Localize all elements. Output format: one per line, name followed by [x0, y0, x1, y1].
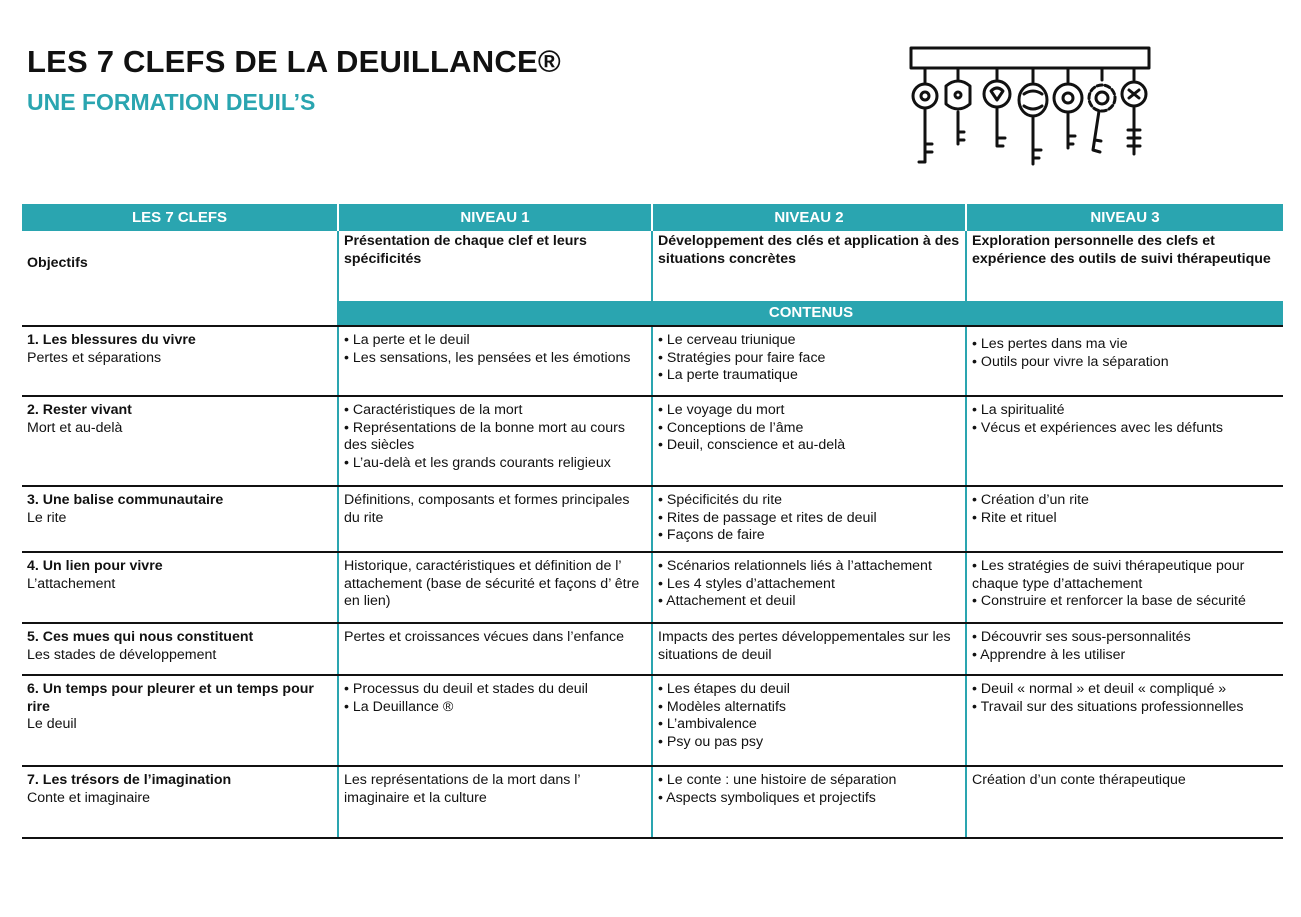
content-line: • Le conte : une histoire de séparation [658, 772, 897, 788]
niveau-2-cell [652, 552, 966, 623]
niveau-1-cell [338, 552, 652, 623]
contenus-band: CONTENUS [338, 301, 1283, 326]
content-line: • Les stratégies de suivi thérapeutique pour chaque type d’attachement [972, 558, 1245, 592]
niveau-2-cell [652, 766, 966, 838]
objectifs-niveau-3: Exploration personnelle des clefs et expérience des outils de suivi thérapeutique [966, 231, 1283, 301]
clef-cell [22, 675, 338, 766]
niveau-2-cell [652, 486, 966, 552]
niveau-1-cell [338, 486, 652, 552]
niveau-3-cell [966, 326, 1283, 396]
content-line: • Rites de passage et rites de deuil [658, 509, 877, 526]
content-line: • Spécificités du rite [658, 492, 783, 508]
clef-cell [22, 396, 338, 486]
content-line: • Représentations de la bonne mort au cours des siècles [344, 419, 625, 453]
header-niveau-2: NIVEAU 2 [652, 204, 966, 231]
niveau-3-cell [966, 396, 1283, 486]
content-line: • Deuil, conscience et au-delà [658, 437, 846, 453]
content-line: Les représentations de la mort dans l’ imaginaire et la culture [344, 772, 581, 806]
content-line: • Caractéristiques de la mort [344, 402, 523, 418]
content-line: • La spiritualité [972, 402, 1065, 418]
clef-cell [22, 326, 338, 396]
content-line: • Le voyage du mort [658, 402, 785, 418]
table-row [22, 326, 1283, 396]
niveau-3-cell [966, 623, 1283, 675]
content-line: • Conceptions de l’âme [658, 419, 804, 436]
niveau-1-cell [338, 326, 652, 396]
niveau-3-cell [966, 552, 1283, 623]
objectifs-row [22, 231, 1283, 301]
content-line: • Les étapes du deuil [658, 681, 790, 697]
niveau-1-cell [338, 623, 652, 675]
niveau-1-cell [338, 675, 652, 766]
clef-subtitle: Mort et au-delà [27, 419, 123, 436]
content-line: • La perte et le deuil [344, 332, 470, 348]
header-niveau-3: NIVEAU 3 [966, 204, 1283, 231]
niveau-2-cell [652, 675, 966, 766]
clef-subtitle: Pertes et séparations [27, 349, 162, 366]
clef-title: 2. Rester vivant [27, 402, 132, 418]
content-line: • Psy ou pas psy [658, 733, 764, 750]
content-line: • Travail sur des situations professionnelles [972, 698, 1244, 715]
table-row [22, 675, 1283, 766]
table-row [22, 396, 1283, 486]
objectifs-niveau-1: Présentation de chaque clef et leurs spécificités [338, 231, 652, 301]
clef-subtitle: L’attachement [27, 575, 116, 592]
clef-cell [22, 623, 338, 675]
niveau-2-cell [652, 396, 966, 486]
content-line: Pertes et croissances vécues dans l’enfance [344, 629, 624, 645]
content-line: • Façons de faire [658, 527, 765, 543]
content-line: • La perte traumatique [658, 367, 798, 383]
clef-cell [22, 552, 338, 623]
clef-title: 7. Les trésors de l’imagination [27, 772, 232, 788]
niveau-3-cell [966, 486, 1283, 552]
content-line: • L’au-delà et les grands courants religieux [344, 454, 611, 471]
content-line: Impacts des pertes développementales sur les situations de deuil [658, 629, 951, 663]
table-row [22, 766, 1283, 838]
contenus-row [22, 301, 1283, 326]
content-line: • Aspects symboliques et projectifs [658, 789, 876, 806]
page-subtitle: UNE FORMATION DEUIL’S [27, 89, 316, 115]
content-line: • Vécus et expériences avec les défunts [972, 419, 1224, 436]
table-row [22, 486, 1283, 552]
formation-table [22, 204, 1283, 839]
clef-subtitle: Conte et imaginaire [27, 789, 151, 806]
content-line: • L’ambivalence [658, 716, 757, 732]
clef-title: 6. Un temps pour pleurer et un temps pour rire [27, 681, 314, 715]
content-line: • Outils pour vivre la séparation [972, 353, 1169, 370]
content-line: • Création d’un rite [972, 492, 1089, 508]
niveau-3-cell [966, 675, 1283, 766]
content-line: • Stratégies pour faire face [658, 349, 826, 366]
niveau-3-cell [966, 766, 1283, 838]
clef-subtitle: Le deuil [27, 716, 77, 732]
content-line: • La Deuillance ® [344, 698, 454, 715]
content-line: • Les pertes dans ma vie [972, 336, 1128, 352]
clef-subtitle: Les stades de développement [27, 646, 217, 663]
clef-subtitle: Le rite [27, 509, 67, 526]
objectifs-label: Objectifs [27, 255, 88, 272]
niveau-1-cell [338, 396, 652, 486]
hanging-keys-icon [905, 40, 1155, 170]
page-title: LES 7 CLEFS DE LA DEUILLANCE® [27, 44, 561, 79]
clef-title: 3. Une balise communautaire [27, 492, 224, 508]
content-line: • Deuil « normal » et deuil « compliqué » [972, 681, 1227, 697]
content-line: • Modèles alternatifs [658, 698, 786, 715]
content-line: • Construire et renforcer la base de sécurité [972, 593, 1246, 609]
contenus-spacer [22, 301, 338, 326]
content-line: • Les sensations, les pensées et les émotions [344, 349, 631, 366]
niveau-2-cell [652, 326, 966, 396]
objectifs-niveau-2: Développement des clés et application à des situations concrètes [652, 231, 966, 301]
content-line: • Scénarios relationnels liés à l’attachement [658, 558, 932, 574]
content-line: • Rite et rituel [972, 509, 1057, 526]
clef-title: 1. Les blessures du vivre [27, 332, 196, 348]
content-line: • Attachement et deuil [658, 593, 796, 609]
content-line: • Découvrir ses sous-personnalités [972, 629, 1191, 645]
content-line: Historique, caractéristiques et définition de l’ attachement (base de sécurité et façons d’ être en lien) [344, 558, 640, 609]
content-line: • Apprendre à les utiliser [972, 646, 1126, 663]
content-line: • Processus du deuil et stades du deuil [344, 681, 588, 697]
niveau-2-cell [652, 623, 966, 675]
table-row [22, 552, 1283, 623]
niveau-1-cell [338, 766, 652, 838]
table-header-row [22, 204, 1283, 231]
content-line: • Le cerveau triunique [658, 332, 796, 348]
content-line: • Les 4 styles d’attachement [658, 575, 835, 592]
content-line: Création d’un conte thérapeutique [972, 772, 1186, 788]
header-les-7-clefs: LES 7 CLEFS [22, 204, 338, 231]
clef-title: 5. Ces mues qui nous constituent [27, 629, 254, 645]
content-line: Définitions, composants et formes principales du rite [344, 492, 630, 526]
table-row [22, 623, 1283, 675]
clef-cell [22, 486, 338, 552]
clef-title: 4. Un lien pour vivre [27, 558, 163, 574]
clef-cell [22, 766, 338, 838]
header-niveau-1: NIVEAU 1 [338, 204, 652, 231]
